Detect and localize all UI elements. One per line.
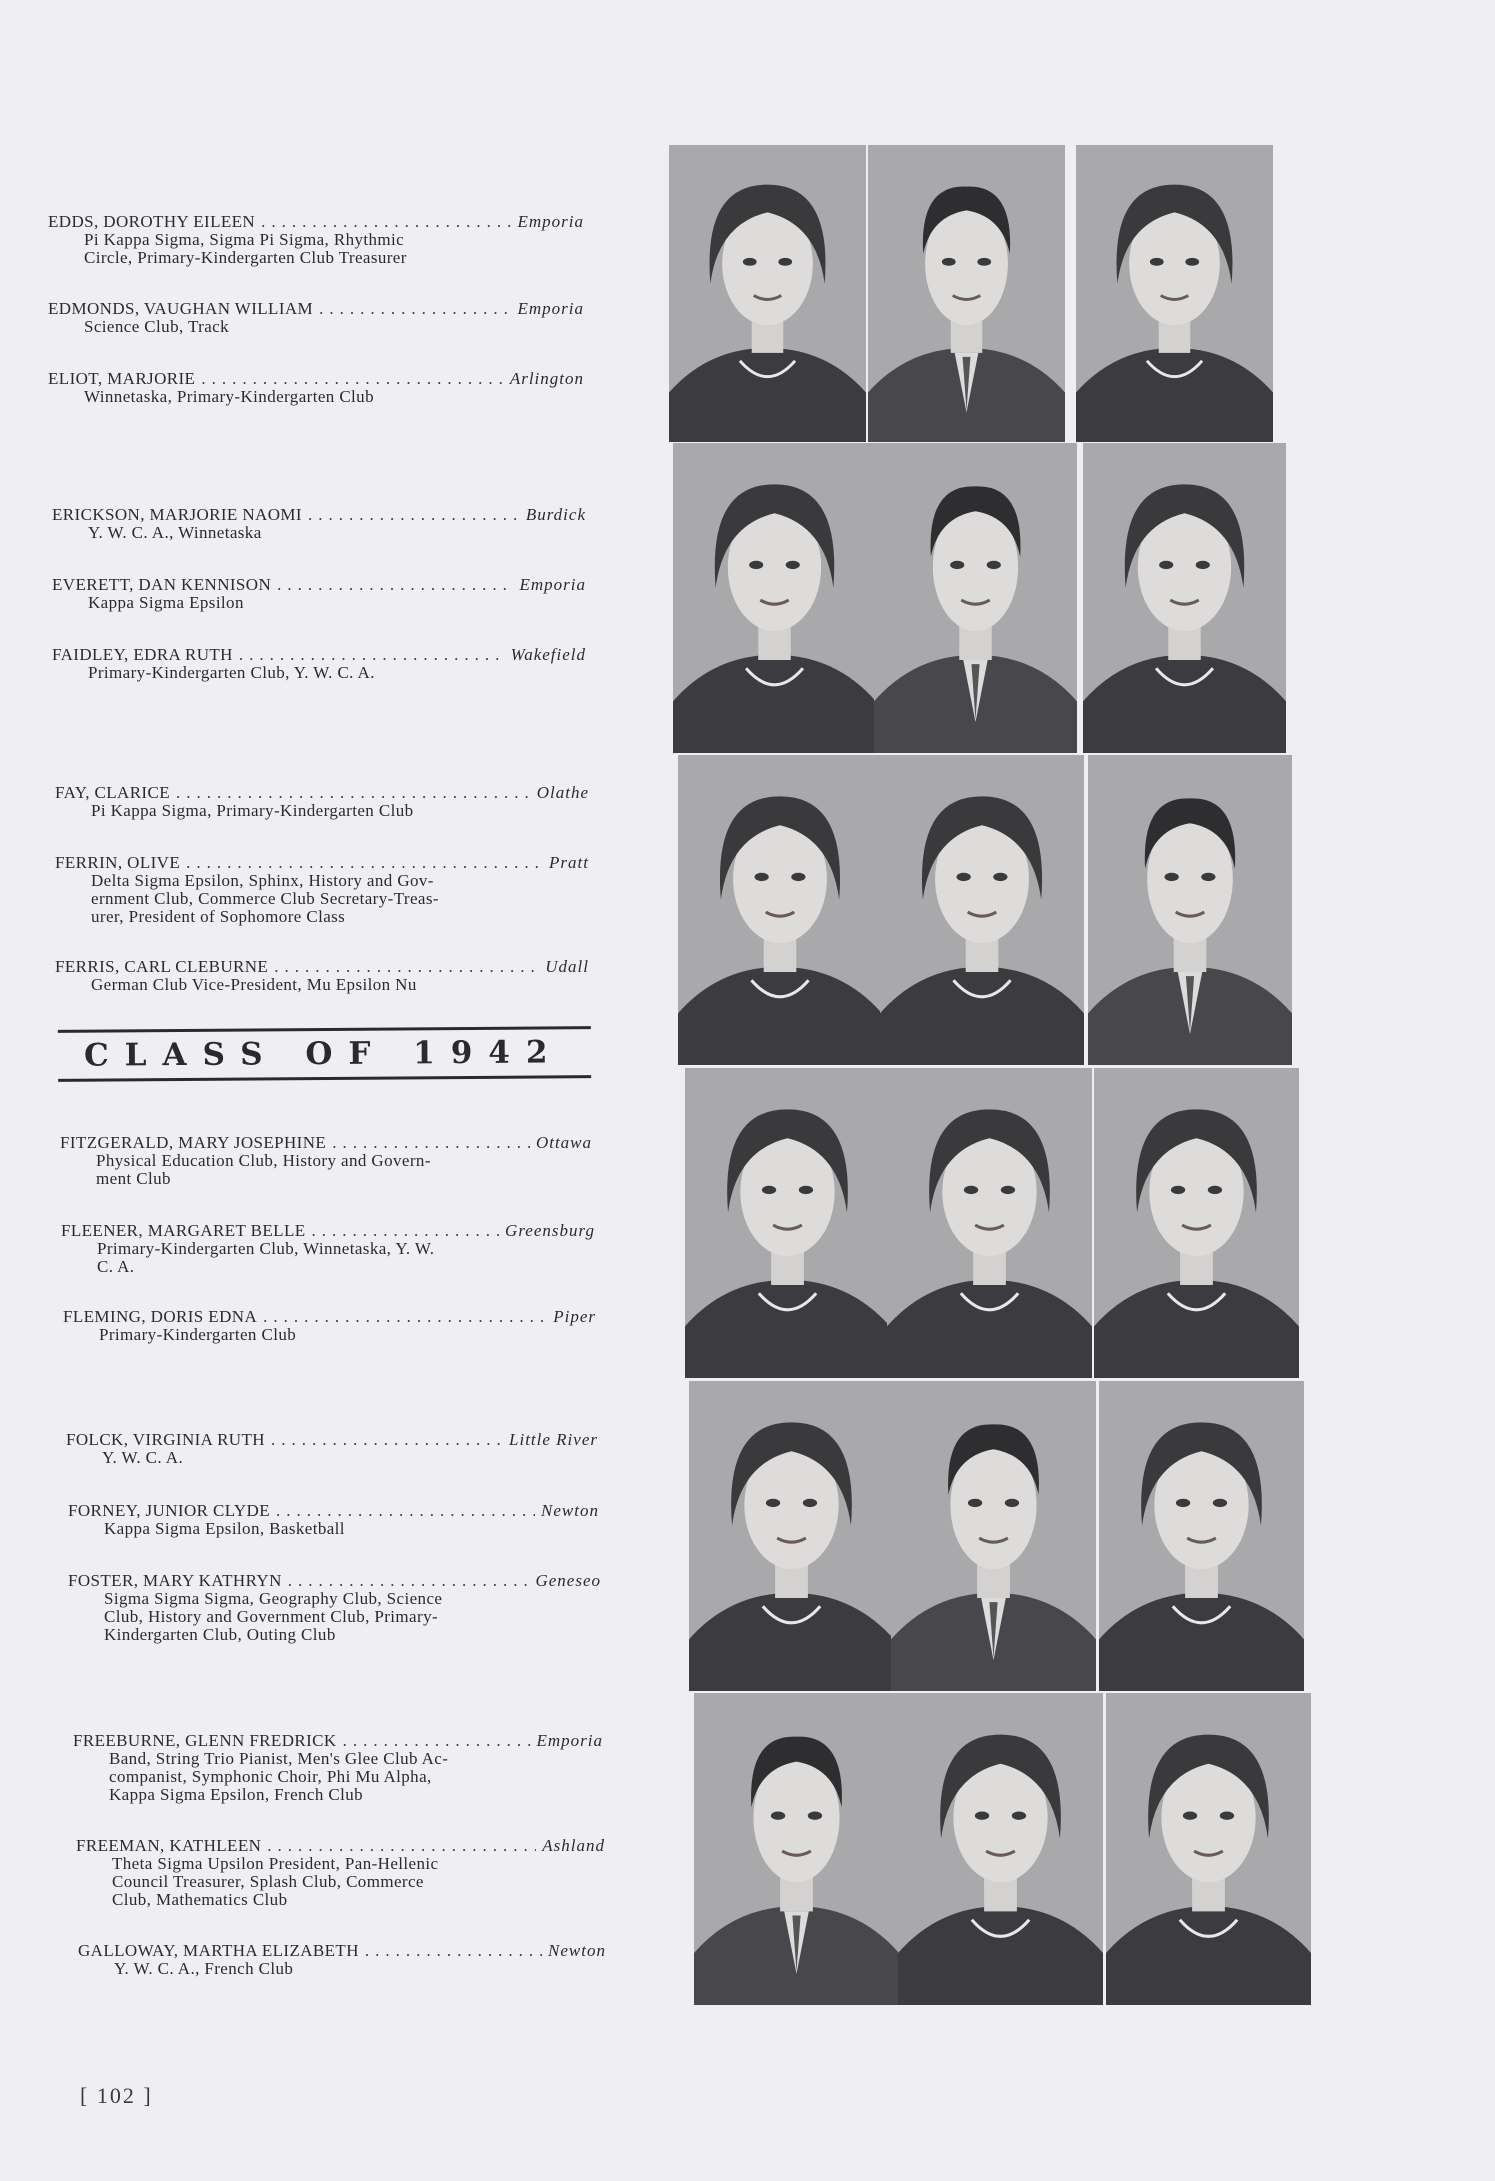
hometown: Emporia: [517, 212, 584, 231]
student-portrait: [685, 1068, 890, 1378]
hometown: Emporia: [517, 299, 584, 318]
student-entry: [73, 1732, 603, 1804]
class-heading: CLASS OF 1942: [58, 1026, 591, 1082]
activities: Physical Education Club, History and Govern- ment Club: [96, 1151, 431, 1188]
hometown: Ashland: [542, 1836, 605, 1855]
activities: Y. W. C. A., Winnetaska: [88, 523, 262, 542]
student-portrait: [868, 145, 1065, 442]
student-name: FAIDLEY, EDRA RUTH: [52, 645, 233, 664]
student-portrait: [880, 755, 1084, 1065]
student-entry: [55, 854, 589, 926]
activities: Primary-Kindergarten Club, Winnetaska, Y. W. C. A.: [97, 1239, 435, 1276]
student-entry: [68, 1572, 601, 1644]
student-entry: [48, 213, 584, 267]
student-name: FITZGERALD, MARY JOSEPHINE: [60, 1133, 327, 1152]
student-entry: [55, 784, 589, 820]
student-entry: [55, 958, 589, 994]
activities: Pi Kappa Sigma, Primary-Kindergarten Club: [91, 801, 414, 820]
student-name: EDDS, DOROTHY EILEEN: [48, 212, 256, 231]
student-name: GALLOWAY, MARTHA ELIZABETH: [78, 1941, 359, 1960]
hometown: Geneseo: [535, 1571, 601, 1590]
activities: Primary-Kindergarten Club, Y. W. C. A.: [88, 663, 375, 682]
student-name: FREEBURNE, GLENN FREDRICK: [73, 1731, 337, 1750]
student-name: FORNEY, JUNIOR CLYDE: [68, 1501, 270, 1520]
student-name: FOLCK, VIRGINIA RUTH: [66, 1430, 265, 1449]
student-portrait: [673, 443, 876, 753]
student-portrait: [1094, 1068, 1299, 1378]
student-portrait: [678, 755, 882, 1065]
student-portrait: [887, 1068, 1092, 1378]
hometown: Ottawa: [535, 1133, 592, 1152]
activities: Kappa Sigma Epsilon: [88, 593, 244, 612]
student-entry: [61, 1222, 595, 1276]
activities: Band, String Trio Pianist, Men's Glee Club Ac- companist, Symphonic Choir, Phi Mu Alpha, Kappa Sigma Epsilon, French Club: [109, 1749, 449, 1804]
activities: Winnetaska, Primary-Kindergarten Club: [84, 387, 374, 406]
activities: Science Club, Track: [84, 317, 230, 336]
activities: German Club Vice-President, Mu Epsilon Nu: [91, 975, 417, 994]
student-name: FERRIN, OLIVE: [55, 853, 181, 872]
activities: Theta Sigma Upsilon President, Pan-Hellenic Council Treasurer, Splash Club, Commerce Club, Mathematics Club: [112, 1854, 439, 1909]
student-name: FOSTER, MARY KATHRYN: [68, 1571, 282, 1590]
student-name: FREEMAN, KATHLEEN: [76, 1836, 262, 1855]
student-entry: [52, 576, 586, 612]
hometown: Udall: [545, 957, 589, 976]
activities: Pi Kappa Sigma, Sigma Pi Sigma, Rhythmic Circle, Primary-Kindergarten Club Treasurer: [84, 230, 407, 267]
hometown: Wakefield: [510, 645, 586, 664]
hometown: Piper: [553, 1307, 596, 1326]
student-portrait: [1106, 1693, 1311, 2005]
student-entry: [78, 1942, 606, 1978]
hometown: Newton: [541, 1501, 599, 1520]
activities: Y. W. C. A.: [102, 1448, 184, 1467]
student-entry: [60, 1134, 592, 1188]
activities: Sigma Sigma Sigma, Geography Club, Science Club, History and Government Club, Primary- Kindergarten Club, Outing Club: [104, 1589, 443, 1644]
hometown: Burdick: [525, 505, 586, 524]
hometown: Emporia: [536, 1731, 603, 1750]
student-entry: [52, 646, 586, 682]
student-entry: [48, 300, 584, 336]
activities: Kappa Sigma Epsilon, Basketball: [104, 1519, 345, 1538]
activities: Primary-Kindergarten Club: [99, 1325, 297, 1344]
hometown: Pratt: [549, 853, 589, 872]
student-portrait: [1083, 443, 1286, 753]
student-portrait: [1099, 1381, 1304, 1691]
student-name: ELIOT, MARJORIE: [48, 369, 196, 388]
student-portrait: [1088, 755, 1292, 1065]
student-name: FERRIS, CARL CLEBURNE: [55, 957, 269, 976]
student-name: ERICKSON, MARJORIE NAOMI: [52, 505, 302, 524]
student-entry: [52, 506, 586, 542]
hometown: Greensburg: [505, 1221, 595, 1240]
student-name: EDMONDS, VAUGHAN WILLIAM: [48, 299, 314, 318]
student-entry: [76, 1837, 605, 1909]
hometown: Emporia: [519, 575, 586, 594]
student-portrait: [694, 1693, 899, 2005]
student-portrait: [891, 1381, 1096, 1691]
student-portrait: [874, 443, 1077, 753]
activities: Y. W. C. A., French Club: [114, 1959, 294, 1978]
student-portrait: [1076, 145, 1273, 442]
hometown: Olathe: [536, 783, 589, 802]
student-name: EVERETT, DAN KENNISON: [52, 575, 272, 594]
student-name: FLEMING, DORIS EDNA: [63, 1307, 258, 1326]
page-number: [ 102 ]: [80, 2083, 153, 2108]
student-entry: [66, 1431, 598, 1467]
student-portrait: [898, 1693, 1103, 2005]
hometown: Newton: [548, 1941, 606, 1960]
hometown: Little River: [509, 1430, 598, 1449]
student-entry: [68, 1502, 599, 1538]
activities: Delta Sigma Epsilon, Sphinx, History and Gov- ernment Club, Commerce Club Secretary-Treas- urer, President of Sophomore Class: [91, 871, 439, 926]
student-portrait: [669, 145, 866, 442]
hometown: Arlington: [509, 369, 584, 388]
student-entry: [48, 370, 584, 406]
student-name: FLEENER, MARGARET BELLE: [61, 1221, 306, 1240]
student-entry: [63, 1308, 596, 1344]
student-name: FAY, CLARICE: [55, 783, 171, 802]
student-portrait: [689, 1381, 894, 1691]
